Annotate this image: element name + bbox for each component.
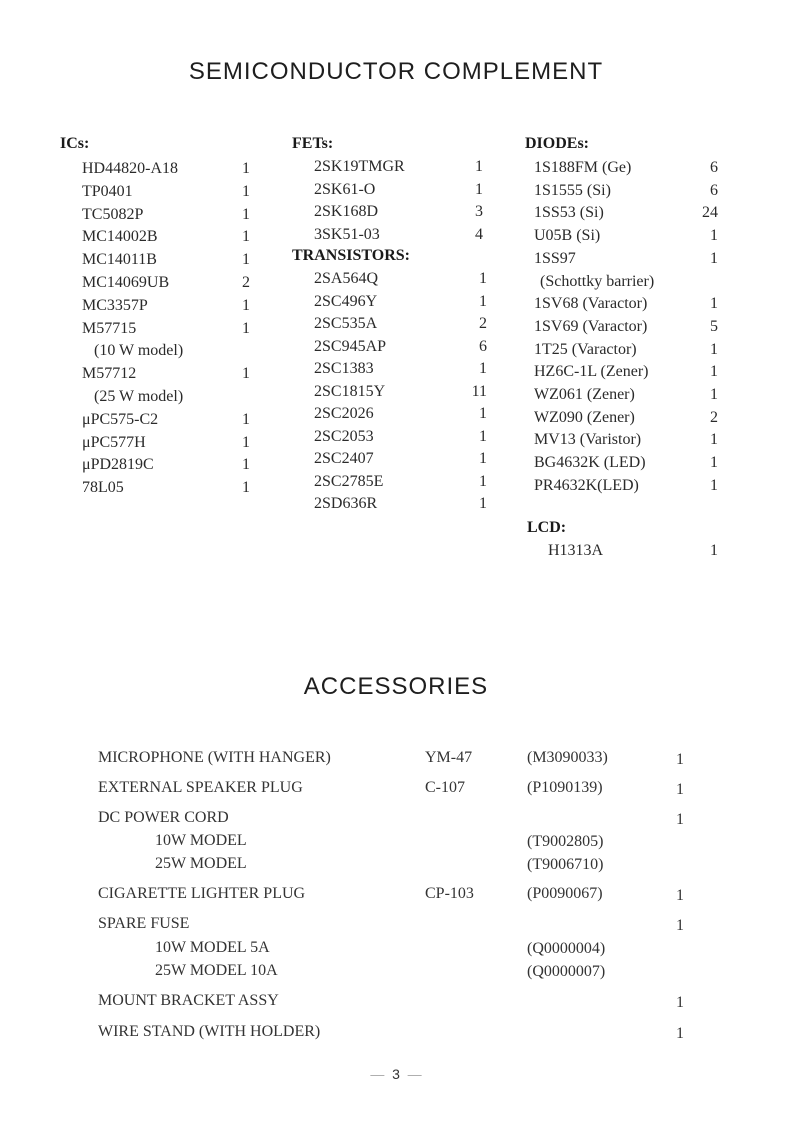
ics-part-name: μPD2819C — [82, 456, 154, 474]
transistors-part-name: 2SC496Y — [314, 292, 378, 310]
diodes-part-name: MV13 (Varistor) — [534, 431, 642, 449]
diodes-quantity: 1 — [710, 340, 718, 358]
accessory-quantity: 1 — [676, 1025, 684, 1042]
diodes-part-name: 1SS97 — [534, 249, 576, 267]
ics-note: (25 W model) — [94, 388, 184, 405]
accessory-part-number: (T9002805) — [527, 833, 604, 850]
transistors-part-name: 2SD636R — [314, 495, 378, 512]
ics-part-name: MC14011B — [82, 251, 157, 269]
diodes-quantity: 5 — [710, 317, 718, 335]
fets-header: FETs: — [292, 135, 334, 152]
diodes-quantity: 1 — [710, 363, 718, 381]
ics-quantity: 1 — [242, 479, 250, 497]
transistors-part-name: 2SC1383 — [314, 360, 374, 377]
diodes-part-name: BG4632K (LED) — [534, 454, 646, 472]
accessory-part-number: (M3090033) — [527, 749, 608, 766]
footer-dash-right: — — [407, 1066, 422, 1082]
accessory-part-number: (Q0000004) — [527, 940, 606, 957]
fets-quantity: 4 — [475, 225, 483, 243]
ics-quantity: 1 — [242, 182, 250, 200]
diodes-quantity: 1 — [710, 431, 718, 449]
transistors-quantity: 6 — [479, 337, 487, 355]
accessory-part-number: (P0090067) — [527, 885, 603, 902]
diodes-part-name: 1SV68 (Varactor) — [534, 295, 648, 313]
diodes-header: DIODEs: — [525, 135, 590, 152]
ics-part-name: TC5082P — [82, 205, 144, 223]
ics-part-name: μPC575-C2 — [82, 410, 159, 428]
transistors-quantity: 11 — [471, 382, 487, 400]
fets-part-name: 2SK61-O — [314, 180, 376, 198]
transistors-part-name: 2SC2785E — [314, 472, 384, 490]
ics-quantity: 1 — [242, 251, 250, 269]
transistors-quantity: 1 — [479, 270, 487, 287]
ics-part-name: MC14002B — [82, 228, 158, 246]
accessory-quantity: 1 — [676, 811, 684, 828]
accessory-description: EXTERNAL SPEAKER PLUG — [98, 779, 303, 796]
fets-part-name: 3SK51-03 — [314, 225, 380, 243]
lcd-quantity: 1 — [710, 542, 718, 559]
transistors-part-name: 2SC2407 — [314, 450, 374, 467]
accessory-description: MOUNT BRACKET ASSY — [98, 992, 279, 1009]
diodes-quantity: 6 — [710, 181, 718, 199]
diodes-part-name: PR4632K(LED) — [534, 476, 639, 494]
ics-part-name: M57715 — [82, 319, 137, 337]
transistors-quantity: 1 — [479, 495, 487, 512]
ics-quantity: 1 — [242, 456, 250, 474]
accessory-description: CIGARETTE LIGHTER PLUG — [98, 885, 306, 902]
ics-header: ICs: — [60, 135, 90, 152]
footer-dash-left: — — [370, 1066, 385, 1082]
ics-quantity: 1 — [242, 160, 250, 177]
diodes-part-name: WZ090 (Zener) — [534, 408, 635, 426]
diodes-quantity: 6 — [710, 159, 718, 176]
ics-part-name: M57712 — [82, 365, 137, 383]
fets-quantity: 3 — [475, 203, 483, 220]
accessory-description: MICROPHONE (WITH HANGER) — [98, 749, 331, 766]
diodes-part-name: 1S188FM (Ge) — [534, 159, 632, 176]
accessory-description: SPARE FUSE — [98, 915, 190, 932]
accessory-description: 25W MODEL — [155, 855, 247, 872]
accessory-description: 10W MODEL — [155, 832, 247, 849]
diodes-quantity: 1 — [710, 454, 718, 472]
transistors-part-name: 2SA564Q — [314, 270, 379, 287]
accessory-description: DC POWER CORD — [98, 809, 229, 826]
ics-quantity: 1 — [242, 410, 250, 428]
diodes-part-name: 1S1555 (Si) — [534, 181, 611, 199]
transistors-part-name: 2SC945AP — [314, 337, 387, 355]
page-number-footer — [0, 1066, 792, 1082]
ics-quantity: 1 — [242, 319, 250, 337]
accessory-model: YM-47 — [425, 749, 473, 766]
ics-quantity: 1 — [242, 433, 250, 451]
ics-quantity: 1 — [242, 228, 250, 246]
ics-part-name: MC14069UB — [82, 274, 170, 291]
transistors-quantity: 1 — [479, 360, 487, 377]
ics-quantity: 1 — [242, 205, 250, 223]
ics-quantity: 2 — [242, 274, 250, 291]
accessory-quantity: 1 — [676, 887, 684, 904]
transistors-part-name: 2SC535A — [314, 315, 378, 332]
ics-quantity: 1 — [242, 296, 250, 314]
diodes-part-name: U05B (Si) — [534, 227, 601, 245]
accessory-description: 10W MODEL 5A — [155, 939, 270, 956]
transistors-quantity: 1 — [479, 292, 487, 310]
accessory-part-number: (T9006710) — [527, 856, 604, 873]
diodes-part-name: 1T25 (Varactor) — [534, 340, 637, 358]
transistors-quantity: 2 — [479, 315, 487, 332]
transistors-header: TRANSISTORS: — [292, 247, 410, 264]
fets-part-name: 2SK168D — [314, 203, 379, 220]
diodes-quantity: 1 — [710, 249, 718, 267]
ics-part-name: HD44820-A18 — [82, 160, 178, 177]
accessories-title: ACCESSORIES — [303, 673, 489, 700]
diodes-quantity: 1 — [710, 386, 718, 403]
semiconductor-complement-title: SEMICONDUCTOR COMPLEMENT — [188, 58, 604, 85]
page-number: 3 — [392, 1066, 400, 1082]
diodes-quantity: 1 — [710, 476, 718, 494]
lcd-part-name: H1313A — [548, 542, 604, 559]
transistors-quantity: 1 — [479, 405, 487, 422]
accessory-quantity: 1 — [676, 917, 684, 934]
ics-part-name: 78L05 — [82, 479, 124, 497]
diodes-part-name: 1SV69 (Varactor) — [534, 317, 648, 335]
ics-quantity: 1 — [242, 365, 250, 383]
diodes-quantity: 1 — [710, 295, 718, 313]
transistors-part-name: 2SC2053 — [314, 427, 374, 445]
diodes-part-name: HZ6C-1L (Zener) — [534, 363, 649, 381]
fets-part-name: 2SK19TMGR — [314, 158, 405, 175]
diodes-part-name: 1SS53 (Si) — [534, 204, 604, 222]
fets-quantity: 1 — [475, 180, 483, 198]
accessory-model: CP-103 — [425, 885, 474, 902]
accessory-part-number: (Q0000007) — [527, 963, 606, 980]
ics-note: (10 W model) — [94, 342, 184, 360]
diodes-quantity: 24 — [702, 204, 718, 222]
accessory-quantity: 1 — [676, 751, 684, 768]
ics-part-name: TP0401 — [82, 182, 133, 200]
accessory-quantity: 1 — [676, 781, 684, 798]
diodes-note: (Schottky barrier) — [540, 272, 655, 290]
transistors-part-name: 2SC2026 — [314, 405, 374, 422]
accessory-model: C-107 — [425, 779, 465, 796]
transistors-part-name: 2SC1815Y — [314, 382, 386, 400]
lcd-header: LCD: — [527, 519, 567, 536]
accessory-description: 25W MODEL 10A — [155, 962, 278, 979]
diodes-quantity: 1 — [710, 227, 718, 245]
transistors-quantity: 1 — [479, 472, 487, 490]
ics-part-name: MC3357P — [82, 296, 148, 314]
fets-quantity: 1 — [475, 158, 483, 175]
transistors-quantity: 1 — [479, 427, 487, 445]
ics-part-name: μPC577H — [82, 433, 146, 451]
diodes-quantity: 2 — [710, 408, 718, 426]
accessory-quantity: 1 — [676, 994, 684, 1011]
accessory-part-number: (P1090139) — [527, 779, 603, 796]
transistors-quantity: 1 — [479, 450, 487, 467]
accessory-description: WIRE STAND (WITH HOLDER) — [98, 1023, 321, 1040]
diodes-part-name: WZ061 (Zener) — [534, 386, 635, 403]
